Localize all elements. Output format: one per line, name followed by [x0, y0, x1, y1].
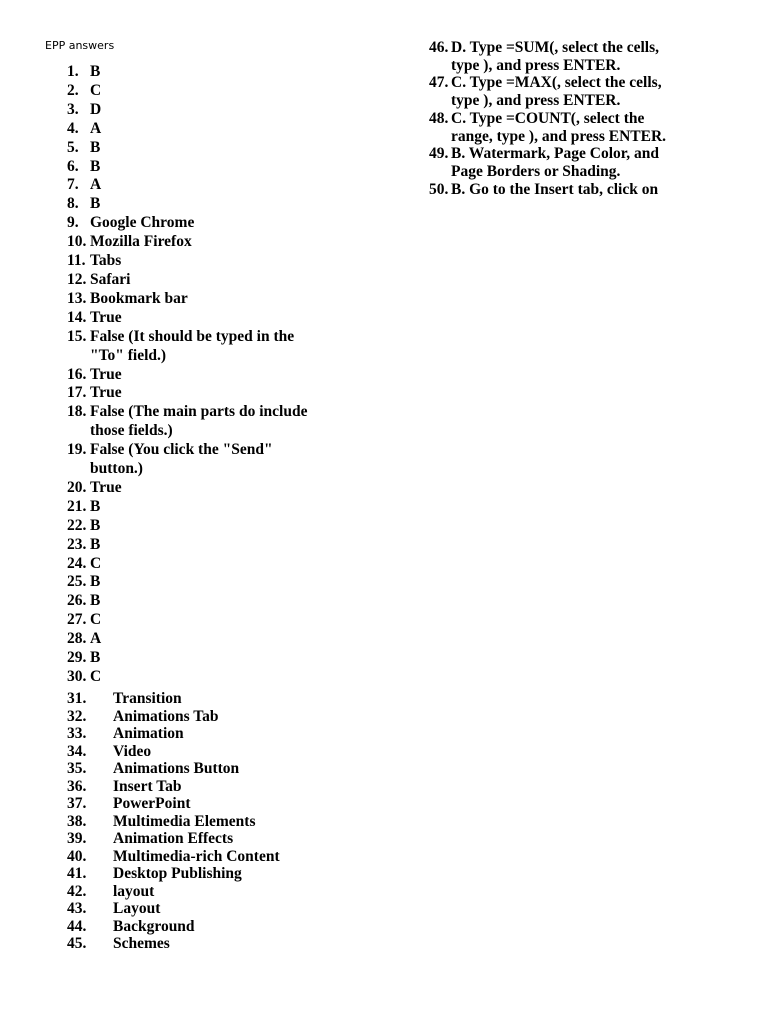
list-item [67, 555, 307, 574]
list-item [67, 708, 280, 726]
item-number: 49. [429, 145, 449, 163]
list-item [67, 290, 307, 309]
item-number: 2. [67, 81, 79, 99]
item-number: 44. [67, 917, 87, 935]
item-number: 1. [67, 63, 79, 80]
item-number: 9. [67, 214, 79, 232]
item-number: 29. [67, 649, 87, 667]
item-number: 38. [67, 812, 87, 830]
item-answer: True [90, 478, 122, 496]
item-answer: B [90, 63, 101, 80]
item-number: 20. [67, 478, 87, 496]
item-number: 42. [67, 882, 87, 900]
list-item [67, 865, 280, 883]
item-answer: Schemes [113, 935, 170, 952]
item-answer: True [90, 384, 122, 402]
item-number: 43. [67, 900, 87, 917]
item-answer: Animations Tab [113, 707, 219, 725]
item-number: 13. [67, 289, 87, 307]
item-answer: A [90, 176, 102, 194]
item-number: 18. [67, 403, 87, 421]
list-item [67, 176, 307, 195]
item-answer: Tabs [90, 252, 122, 270]
item-answer: D. Type =SUM(, select the cells, type ), and press ENTER. [451, 39, 659, 74]
item-number: 31. [67, 690, 87, 707]
item-number: 7. [67, 176, 79, 194]
list-item [67, 120, 307, 139]
list-item [67, 935, 280, 953]
item-number: 48. [429, 109, 449, 127]
item-number: 10. [67, 233, 87, 251]
list-item [67, 498, 307, 517]
list-item [67, 309, 307, 328]
list-item [67, 252, 307, 271]
item-answer: C [90, 554, 102, 572]
answers-list-1-30 [67, 63, 307, 687]
item-answer: Background [113, 917, 195, 935]
list-item [67, 630, 307, 649]
item-number: 41. [67, 865, 87, 882]
item-answer: B. Watermark, Page Color, and Page Borders or Shading. [451, 145, 659, 180]
item-answer: B [90, 195, 101, 213]
item-number: 40. [67, 847, 87, 865]
list-item [67, 848, 280, 866]
item-number: 27. [67, 611, 87, 629]
list-item [67, 328, 307, 366]
list-item [67, 592, 307, 611]
item-answer: False (It should be typed in the "To" field.) [90, 327, 295, 364]
list-item [67, 690, 280, 708]
list-item [67, 573, 307, 592]
item-number: 34. [67, 742, 87, 760]
item-answer: True [90, 308, 122, 326]
item-number: 24. [67, 554, 87, 572]
item-answer: True [90, 365, 122, 383]
item-answer: C [90, 81, 102, 99]
list-item [67, 139, 307, 158]
list-item [67, 778, 280, 796]
item-answer: False (You click the "Send" button.) [90, 441, 273, 478]
list-item [429, 110, 666, 145]
item-answer: Animation Effects [113, 830, 234, 847]
list-item [67, 233, 307, 252]
item-number: 4. [67, 119, 79, 137]
list-item [429, 74, 666, 109]
item-number: 14. [67, 308, 87, 326]
list-item [67, 883, 280, 901]
item-number: 46. [429, 39, 449, 56]
list-item [67, 479, 307, 498]
item-number: 16. [67, 365, 87, 383]
item-answer: B [90, 573, 101, 591]
item-answer: C [90, 668, 102, 685]
item-number: 36. [67, 777, 87, 795]
list-item [67, 195, 307, 214]
item-answer: B [90, 497, 101, 515]
item-number: 19. [67, 441, 87, 459]
item-answer: Mozilla Firefox [90, 233, 192, 251]
item-answer: Animations Button [113, 760, 240, 777]
item-answer: Bookmark bar [90, 289, 188, 307]
item-answer: D [90, 100, 102, 118]
item-answer: Google Chrome [90, 214, 195, 232]
item-answer: False (The main parts do include those fields.) [90, 403, 308, 440]
item-answer: Insert Tab [113, 777, 182, 795]
item-answer: A [90, 119, 102, 137]
item-number: 3. [67, 100, 79, 118]
item-answer: Multimedia-rich Content [113, 847, 280, 865]
item-number: 25. [67, 573, 87, 591]
item-number: 6. [67, 157, 79, 175]
item-answer: C. Type =COUNT(, select the range, type ), and press ENTER. [451, 109, 667, 145]
item-answer: Layout [113, 900, 161, 917]
item-number: 11. [67, 252, 86, 270]
item-number: 45. [67, 935, 87, 952]
item-number: 30. [67, 668, 87, 685]
list-item [67, 813, 280, 831]
list-item [67, 101, 307, 120]
item-answer: Multimedia Elements [113, 812, 256, 830]
item-answer: B [90, 138, 101, 156]
list-item [67, 743, 280, 761]
item-number: 26. [67, 592, 87, 610]
item-answer: B [90, 516, 101, 534]
list-item [67, 918, 280, 936]
item-answer: C. Type =MAX(, select the cells, type ), and press ENTER. [451, 74, 662, 110]
item-number: 15. [67, 327, 87, 345]
list-item [67, 271, 307, 290]
item-number: 39. [67, 830, 87, 847]
item-answer: Animation [113, 725, 184, 742]
item-answer: B [90, 592, 101, 610]
list-item [429, 181, 666, 199]
list-item [67, 63, 307, 82]
list-item [67, 668, 307, 687]
list-item [67, 725, 280, 743]
item-number: 12. [67, 270, 87, 288]
item-number: 28. [67, 630, 87, 648]
item-number: 17. [67, 384, 87, 402]
item-answer: Transition [113, 690, 182, 707]
item-number: 50. [429, 180, 449, 198]
item-answer: Desktop Publishing [113, 865, 242, 882]
page-title: EPP answers [45, 39, 115, 52]
item-number: 21. [67, 497, 87, 515]
item-number: 8. [67, 195, 79, 213]
list-item [67, 611, 307, 630]
item-answer: B [90, 157, 101, 175]
list-item [67, 214, 307, 233]
item-number: 32. [67, 707, 87, 725]
list-item [67, 760, 280, 778]
list-item [67, 795, 280, 813]
item-answer: Video [113, 742, 152, 760]
list-item [67, 900, 280, 918]
item-number: 5. [67, 138, 79, 156]
list-item [429, 39, 666, 74]
list-item [67, 536, 307, 555]
list-item [67, 403, 307, 441]
list-item [67, 384, 307, 403]
list-item [67, 158, 307, 177]
item-number: 47. [429, 74, 449, 92]
list-item [67, 517, 307, 536]
item-answer: B [90, 535, 101, 553]
list-item [67, 82, 307, 101]
item-answer: B [90, 649, 101, 667]
list-item [67, 830, 280, 848]
item-number: 37. [67, 795, 87, 812]
item-number: 22. [67, 516, 87, 534]
answers-list-46-50 [429, 39, 666, 198]
item-answer: Safari [90, 270, 131, 288]
item-answer: C [90, 611, 102, 629]
item-number: 33. [67, 725, 87, 742]
item-number: 23. [67, 535, 87, 553]
item-answer: A [90, 630, 102, 648]
answers-list-31-45 [67, 690, 280, 953]
item-answer: PowerPoint [113, 795, 191, 812]
item-number: 35. [67, 760, 87, 777]
list-item [67, 441, 307, 479]
list-item [429, 145, 666, 180]
item-answer: B. Go to the Insert tab, click on [451, 180, 659, 198]
item-answer: layout [113, 882, 155, 900]
list-item [67, 366, 307, 385]
list-item [67, 649, 307, 668]
